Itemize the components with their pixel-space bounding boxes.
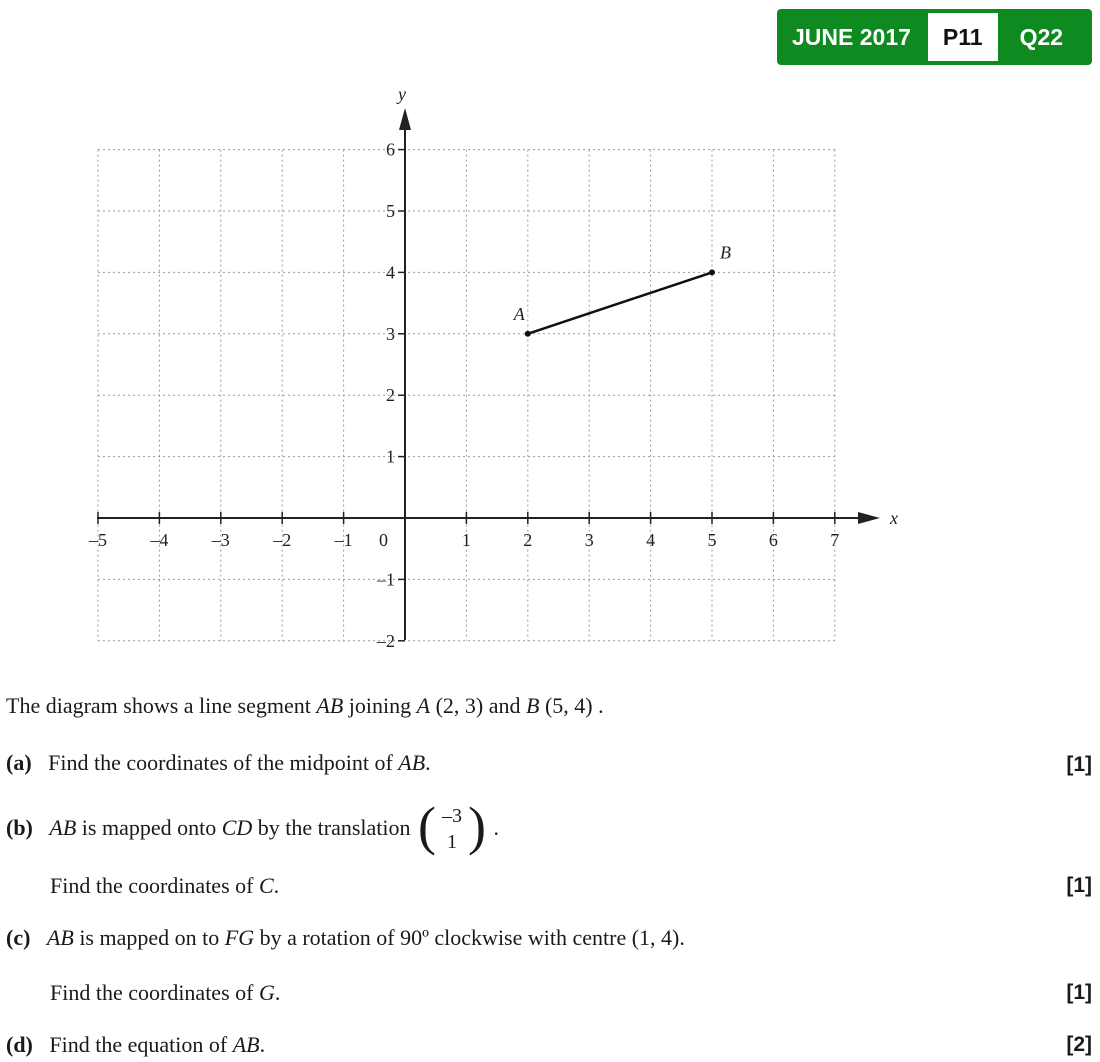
vector-bottom: 1: [447, 831, 458, 853]
grid-lines: [98, 150, 835, 641]
x-tick-label: 7: [830, 530, 840, 550]
part-d-label: (d): [6, 1032, 33, 1057]
exam-badge: [777, 9, 1092, 65]
segment-line: [528, 272, 712, 333]
coordinate-graph: [0, 80, 900, 650]
y-tick-label: –2: [377, 630, 395, 650]
part-b-label: (b): [6, 815, 33, 841]
x-tick-label: –4: [150, 530, 169, 550]
x-tick-label: –2: [273, 530, 292, 550]
x-tick-label: –3: [211, 530, 230, 550]
paper-number: P11: [928, 13, 998, 61]
part-c: (c) AB is mapped on to FG by a rotation of 90º clockwise with centre (1, 4).: [6, 925, 685, 950]
x-tick-label: 4: [646, 530, 656, 550]
y-tick-label: 6: [386, 139, 395, 160]
y-tick-label: 3: [386, 323, 395, 344]
part-c-label: (c): [6, 925, 31, 950]
part-a: (a) Find the coordinates of the midpoint of AB.: [6, 750, 431, 775]
line-segment-ab: [513, 242, 731, 336]
x-axis-label: x: [890, 508, 898, 528]
x-tick-label: –1: [334, 530, 353, 550]
x-tick-label: 2: [523, 530, 533, 550]
part-b-find: Find the coordinates of C.: [50, 873, 280, 898]
point-b: [709, 269, 715, 275]
y-tick-label: 1: [386, 446, 395, 467]
part-a-label: (a): [6, 750, 32, 775]
x-tick-label: 6: [768, 530, 778, 550]
exam-session: JUNE 2017: [792, 23, 911, 50]
x-tick-label: 5: [707, 530, 717, 550]
part-c-find: Find the coordinates of G.: [50, 980, 281, 1005]
intro-text: The diagram shows a line segment AB joining A (2, 3) and B (5, 4) .: [6, 693, 604, 718]
y-tick-label: 2: [386, 385, 395, 406]
axes: [97, 84, 898, 640]
question-number: Q22: [1019, 23, 1064, 50]
x-tick-label: 1: [461, 530, 471, 550]
part-c-marks: [1]: [1066, 981, 1092, 1004]
part-b-marks: [1]: [1066, 874, 1092, 897]
y-axis-label: y: [398, 84, 406, 104]
part-d: (d) Find the equation of AB.: [6, 1032, 266, 1057]
part-d-marks: [2]: [1066, 1033, 1092, 1056]
translation-vector: ( –3 1 ): [418, 796, 487, 856]
y-tick-label: 4: [386, 262, 395, 283]
point-label-a: A: [513, 303, 525, 324]
point-label-b: B: [720, 242, 731, 263]
point-a: [525, 331, 531, 337]
x-axis-arrow: [858, 512, 880, 524]
vector-top: –3: [442, 805, 463, 827]
part-b: (b) AB is mapped onto CD by the translation ( –3 1 ) .: [6, 796, 500, 856]
x-tick-label: –5: [89, 530, 107, 550]
y-axis-arrow: [399, 108, 411, 130]
origin-label: 0: [379, 530, 388, 550]
part-a-marks: [1]: [1066, 753, 1092, 776]
y-tick-label: –1: [377, 569, 395, 590]
x-tick-label: 3: [584, 530, 594, 550]
y-tick-label: 5: [386, 201, 395, 221]
